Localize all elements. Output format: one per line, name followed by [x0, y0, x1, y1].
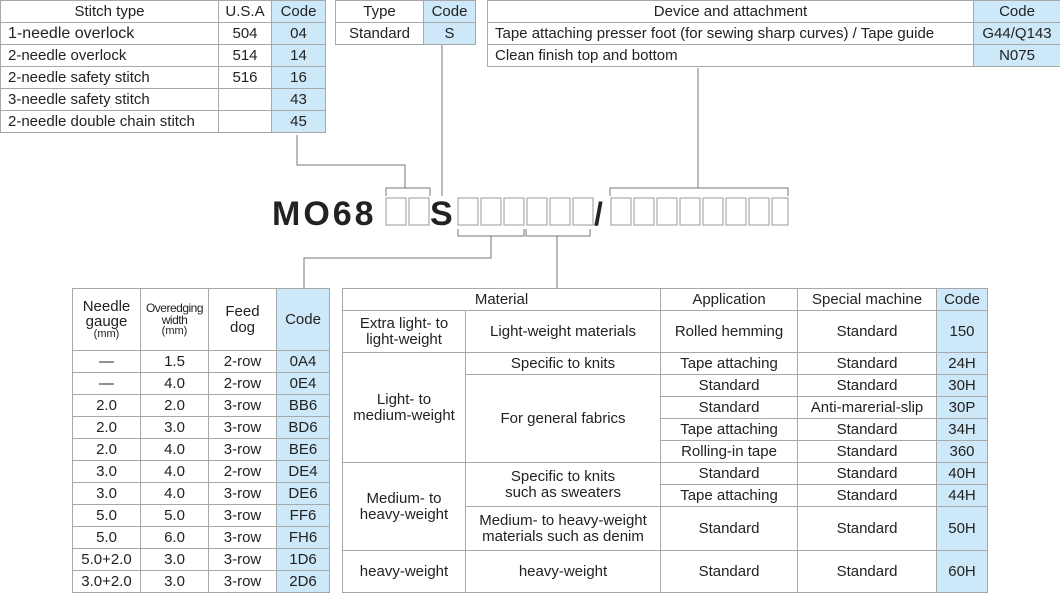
stitch-code: 43: [272, 89, 326, 111]
stitch-code: 45: [272, 111, 326, 133]
header-material: Material: [343, 289, 661, 311]
special-machine-value: Standard: [798, 353, 937, 375]
gauge-code: 0E4: [277, 373, 330, 395]
stitch-name: 1-needle overlock: [1, 23, 219, 45]
width-value: 4.0: [141, 373, 209, 395]
material-kind: Specific to knits such as sweaters: [466, 463, 661, 507]
stitch-usa: 514: [219, 45, 272, 67]
feed-value: 3-row: [209, 527, 277, 549]
gauge-code-box: [504, 198, 524, 225]
feed-value: 3-row: [209, 549, 277, 571]
type-name: Standard: [336, 23, 424, 45]
header-code: Code: [277, 289, 330, 351]
header-needle-gauge-unit: (mm): [93, 328, 120, 340]
device-code-box: [634, 198, 654, 225]
application-value: Standard: [661, 507, 798, 551]
width-value: 3.0: [141, 571, 209, 593]
table-row: [343, 463, 988, 485]
material-kind: Specific to knits: [466, 353, 661, 375]
table-header-row: [1, 1, 326, 23]
table-row: [343, 311, 988, 353]
stitch-code-box: [409, 198, 429, 225]
table-row: [73, 461, 330, 483]
stitch-name: 2-needle double chain stitch: [1, 111, 219, 133]
material-code-box: [573, 198, 593, 225]
device-code-box: [611, 198, 631, 225]
header-code: Code: [424, 1, 476, 23]
device-code: N075: [974, 45, 1060, 67]
table-row: [73, 527, 330, 549]
feed-value: 2-row: [209, 373, 277, 395]
table-row: [73, 505, 330, 527]
gauge-code-box: [458, 198, 478, 225]
special-machine-value: Standard: [798, 419, 937, 441]
material-code: 360: [937, 441, 988, 463]
feed-value: 3-row: [209, 417, 277, 439]
table-row: [73, 549, 330, 571]
gauge-code: DE6: [277, 483, 330, 505]
table-row: [73, 571, 330, 593]
header-code: Code: [272, 1, 326, 23]
table-header-row: [488, 1, 1060, 23]
stitch-type-table: [0, 0, 326, 133]
gauge-value: 5.0: [73, 505, 141, 527]
special-machine-value: Standard: [798, 507, 937, 551]
feed-value: 2-row: [209, 351, 277, 373]
table-header-row: [343, 289, 988, 311]
special-machine-value: Standard: [798, 463, 937, 485]
type-table: [335, 0, 476, 45]
width-value: 4.0: [141, 483, 209, 505]
header-stitch-type: Stitch type: [1, 1, 219, 23]
material-code: 24H: [937, 353, 988, 375]
special-machine-value: Standard: [798, 441, 937, 463]
model-prefix: MO68: [272, 195, 377, 233]
material-kind: heavy-weight: [466, 551, 661, 593]
table-row: [1, 111, 326, 133]
header-needle-gauge: [73, 289, 141, 351]
table-row: [343, 353, 988, 375]
material-weight: Medium- to heavy-weight: [343, 463, 466, 551]
stitch-name: 2-needle overlock: [1, 45, 219, 67]
special-machine-value: Standard: [798, 485, 937, 507]
material-connector-line: [526, 229, 590, 236]
material-code-box: [527, 198, 547, 225]
gauge-code: BB6: [277, 395, 330, 417]
header-device: Device and attachment: [488, 1, 974, 23]
table-row: [1, 89, 326, 111]
table-header-row: [73, 289, 330, 351]
header-needle-gauge-label: Needle gauge: [82, 298, 131, 330]
table-row: [488, 45, 1060, 67]
table-row: [343, 551, 988, 593]
gauge-code-box: [481, 198, 501, 225]
stitch-usa: 516: [219, 67, 272, 89]
material-kind: Light-weight materials: [466, 311, 661, 353]
width-value: 1.5: [141, 351, 209, 373]
device-attachment-table: [487, 0, 1060, 67]
application-value: Tape attaching: [661, 485, 798, 507]
device-code: G44/Q143: [974, 23, 1060, 45]
stitch-connector-line: [297, 135, 405, 196]
header-feed-dog: Feed dog: [209, 289, 277, 351]
material-kind: For general fabrics: [466, 375, 661, 463]
header-code: Code: [937, 289, 988, 311]
material-application-table: [342, 288, 988, 593]
gauge-value: —: [73, 373, 141, 395]
device-code-box: [657, 198, 677, 225]
material-code: 34H: [937, 419, 988, 441]
table-row: [336, 23, 476, 45]
header-usa: U.S.A: [219, 1, 272, 23]
special-machine-value: Standard: [798, 311, 937, 353]
width-value: 6.0: [141, 527, 209, 549]
device-name: Clean finish top and bottom: [488, 45, 974, 67]
header-application: Application: [661, 289, 798, 311]
device-code-box: [772, 198, 788, 225]
table-row: [488, 23, 1060, 45]
width-value: 4.0: [141, 439, 209, 461]
width-value: 2.0: [141, 395, 209, 417]
header-overedging-width-unit: (mm): [161, 325, 188, 337]
device-code-box: [726, 198, 746, 225]
material-code: 30P: [937, 397, 988, 419]
type-code: S: [424, 23, 476, 45]
gauge-value: 3.0+2.0: [73, 571, 141, 593]
stitch-usa: 504: [219, 23, 272, 45]
table-row: [1, 45, 326, 67]
application-value: Standard: [661, 375, 798, 397]
stitch-name: 2-needle safety stitch: [1, 67, 219, 89]
needle-gauge-table: [72, 288, 330, 593]
application-value: Tape attaching: [661, 353, 798, 375]
table-row: [1, 23, 326, 45]
table-header-row: [336, 1, 476, 23]
gauge-code: 0A4: [277, 351, 330, 373]
header-overedging-width-label: Overedging width: [145, 301, 204, 327]
feed-value: 2-row: [209, 461, 277, 483]
width-value: 3.0: [141, 549, 209, 571]
width-value: 3.0: [141, 417, 209, 439]
material-code: 30H: [937, 375, 988, 397]
gauge-code: 1D6: [277, 549, 330, 571]
device-code-box: [703, 198, 723, 225]
model-slash: /: [594, 196, 603, 232]
application-value: Tape attaching: [661, 419, 798, 441]
material-code: 40H: [937, 463, 988, 485]
gauge-value: 5.0+2.0: [73, 549, 141, 571]
header-special-machine: Special machine: [798, 289, 937, 311]
stitch-name: 3-needle safety stitch: [1, 89, 219, 111]
gauge-value: 3.0: [73, 461, 141, 483]
stitch-usa: [219, 89, 272, 111]
application-value: Standard: [661, 397, 798, 419]
table-row: [73, 439, 330, 461]
table-row: [73, 417, 330, 439]
gauge-value: 5.0: [73, 527, 141, 549]
gauge-value: 3.0: [73, 483, 141, 505]
width-value: 4.0: [141, 461, 209, 483]
feed-value: 3-row: [209, 505, 277, 527]
stitch-usa: [219, 111, 272, 133]
gauge-code: BE6: [277, 439, 330, 461]
table-row: [73, 395, 330, 417]
stitch-code-box: [386, 198, 406, 225]
device-name: Tape attaching presser foot (for sewing sharp curves) / Tape guide: [488, 23, 974, 45]
stitch-code: 14: [272, 45, 326, 67]
header-code: Code: [974, 1, 1060, 23]
application-value: Standard: [661, 551, 798, 593]
material-weight: Light- to medium-weight: [343, 353, 466, 463]
feed-value: 3-row: [209, 439, 277, 461]
material-code: 50H: [937, 507, 988, 551]
material-kind: Medium- to heavy-weight materials such as denim: [466, 507, 661, 551]
stitch-code: 16: [272, 67, 326, 89]
material-code: 44H: [937, 485, 988, 507]
application-value: Standard: [661, 463, 798, 485]
material-code: 150: [937, 311, 988, 353]
table-row: [1, 67, 326, 89]
gauge-value: 2.0: [73, 395, 141, 417]
stitch-code: 04: [272, 23, 326, 45]
gauge-code: 2D6: [277, 571, 330, 593]
application-value: Rolling-in tape: [661, 441, 798, 463]
gauge-value: 2.0: [73, 417, 141, 439]
material-code: 60H: [937, 551, 988, 593]
gauge-code: DE4: [277, 461, 330, 483]
table-row: [73, 483, 330, 505]
width-value: 5.0: [141, 505, 209, 527]
device-code-box: [749, 198, 769, 225]
feed-value: 3-row: [209, 483, 277, 505]
gauge-code: FH6: [277, 527, 330, 549]
table-row: [73, 351, 330, 373]
special-machine-value: Standard: [798, 375, 937, 397]
feed-value: 3-row: [209, 395, 277, 417]
material-weight: Extra light- to light-weight: [343, 311, 466, 353]
application-value: Rolled hemming: [661, 311, 798, 353]
model-type-letter: S: [430, 195, 453, 233]
header-type: Type: [336, 1, 424, 23]
gauge-connector-line: [458, 229, 524, 236]
special-machine-value: Anti-marerial-slip: [798, 397, 937, 419]
device-code-box: [680, 198, 700, 225]
special-machine-value: Standard: [798, 551, 937, 593]
gauge-value: 2.0: [73, 439, 141, 461]
gauge-code: FF6: [277, 505, 330, 527]
feed-value: 3-row: [209, 571, 277, 593]
header-overedging-width: [141, 289, 209, 351]
material-weight: heavy-weight: [343, 551, 466, 593]
gauge-value: —: [73, 351, 141, 373]
material-code-box: [550, 198, 570, 225]
table-row: [73, 373, 330, 395]
gauge-code: BD6: [277, 417, 330, 439]
